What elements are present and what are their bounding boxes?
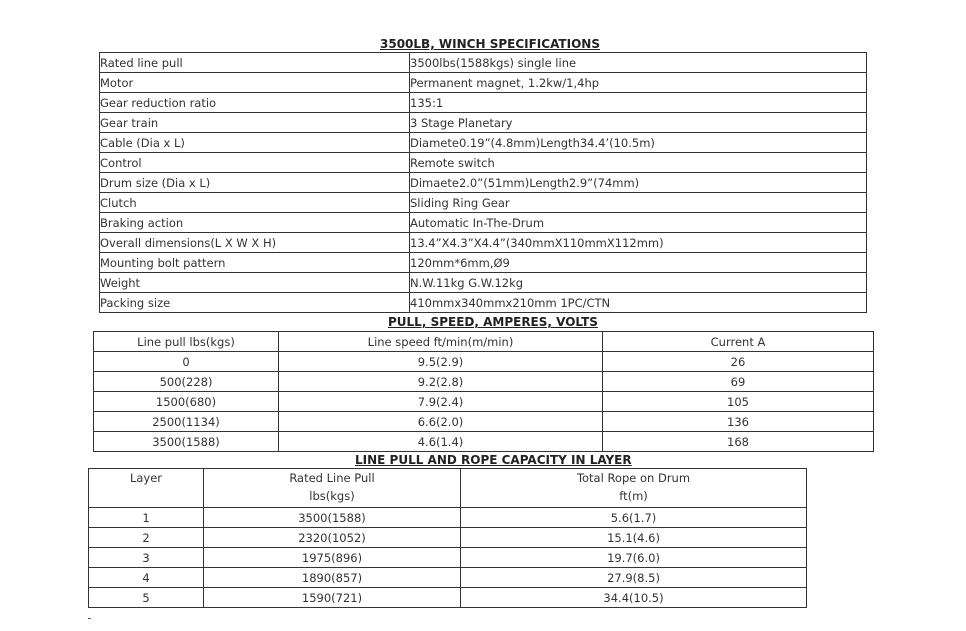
layer-row — [89, 528, 807, 548]
speed-cell-current: 136 — [603, 412, 874, 432]
spec-row — [100, 73, 867, 93]
spec-row — [100, 273, 867, 293]
spec-label: Gear train — [100, 113, 410, 133]
speed-row — [94, 372, 874, 392]
spec-value: Remote switch — [410, 153, 867, 173]
spec-value: Automatic In-The-Drum — [410, 213, 867, 233]
layer-header-pull-label: Rated Line Pull — [289, 471, 375, 485]
layer-cell-rope: 34.4(10.5) — [461, 588, 807, 608]
speed-header-current: Current A — [603, 332, 874, 352]
spec-value: 135:1 — [410, 93, 867, 113]
layer-row — [89, 588, 807, 608]
layer-header-pull — [204, 469, 461, 508]
speed-cell-current: 105 — [603, 392, 874, 412]
spec-row — [100, 133, 867, 153]
layer-cell-pull: 2320(1052) — [204, 528, 461, 548]
layer-row — [89, 568, 807, 588]
speed-cell-current: 168 — [603, 432, 874, 452]
layer-cell-rope: 15.1(4.6) — [461, 528, 807, 548]
speed-cell-pull: 0 — [94, 352, 279, 372]
spec-label: Rated line pull — [100, 53, 410, 73]
spec-value: 120mm*6mm,Ø9 — [410, 253, 867, 273]
spec-value: Permanent magnet, 1.2kw/1,4hp — [410, 73, 867, 93]
spec-label: Braking action — [100, 213, 410, 233]
speed-row — [94, 392, 874, 412]
layer-cell-pull: 3500(1588) — [204, 508, 461, 528]
layer-title: LINE PULL AND ROPE CAPACITY IN LAYER — [355, 453, 632, 467]
spec-label: Overall dimensions(L X W X H) — [100, 233, 410, 253]
speed-cell-current: 26 — [603, 352, 874, 372]
speed-cell-speed: 6.6(2.0) — [279, 412, 603, 432]
speed-cell-speed: 9.2(2.8) — [279, 372, 603, 392]
speed-header-speed: Line speed ft/min(m/min) — [279, 332, 603, 352]
speed-title: PULL, SPEED, AMPERES, VOLTS — [388, 315, 598, 329]
spec-row — [100, 293, 867, 313]
spec-value: 3500lbs(1588kgs) single line — [410, 53, 867, 73]
layer-cell-pull: 1975(896) — [204, 548, 461, 568]
layer-header-row — [89, 469, 807, 508]
layer-cell-rope: 27.9(8.5) — [461, 568, 807, 588]
spec-label: Mounting bolt pattern — [100, 253, 410, 273]
speed-row — [94, 412, 874, 432]
layer-row — [89, 508, 807, 528]
speed-cell-pull: 1500(680) — [94, 392, 279, 412]
spec-row — [100, 173, 867, 193]
spec-row — [100, 153, 867, 173]
spec-label: Packing size — [100, 293, 410, 313]
speed-header-pull: Line pull lbs(kgs) — [94, 332, 279, 352]
spec-value: 3 Stage Planetary — [410, 113, 867, 133]
speed-cell-current: 69 — [603, 372, 874, 392]
spec-row — [100, 213, 867, 233]
speed-cell-speed: 4.6(1.4) — [279, 432, 603, 452]
stray-mark — [88, 618, 91, 619]
spec-label: Weight — [100, 273, 410, 293]
spec-value: Sliding Ring Gear — [410, 193, 867, 213]
spec-label: Drum size (Dia x L) — [100, 173, 410, 193]
layer-cell-rope: 5.6(1.7) — [461, 508, 807, 528]
speed-cell-speed: 7.9(2.4) — [279, 392, 603, 412]
layer-cell-pull: 1590(721) — [204, 588, 461, 608]
speed-row — [94, 432, 874, 452]
spec-row — [100, 93, 867, 113]
spec-label: Gear reduction ratio — [100, 93, 410, 113]
spec-table — [99, 52, 867, 313]
spec-label: Clutch — [100, 193, 410, 213]
speed-header-row — [94, 332, 874, 352]
layer-cell-layer: 2 — [89, 528, 204, 548]
layer-cell-pull: 1890(857) — [204, 568, 461, 588]
spec-value: Dimaete2.0”(51mm)Length2.9”(74mm) — [410, 173, 867, 193]
layer-header-layer-label: Layer — [129, 471, 163, 485]
spec-row — [100, 253, 867, 273]
speed-row — [94, 352, 874, 372]
spec-value: N.W.11kg G.W.12kg — [410, 273, 867, 293]
layer-header-rope-label: Total Rope on Drum — [576, 471, 691, 485]
spec-value: 410mmx340mmx210mm 1PC/CTN — [410, 293, 867, 313]
layer-cell-layer: 3 — [89, 548, 204, 568]
layer-row — [89, 548, 807, 568]
layer-cell-layer: 4 — [89, 568, 204, 588]
layer-header-rope — [461, 469, 807, 508]
layer-header-pull-unit: lbs(kgs) — [309, 489, 355, 503]
speed-cell-speed: 9.5(2.9) — [279, 352, 603, 372]
spec-row — [100, 53, 867, 73]
spec-label: Motor — [100, 73, 410, 93]
speed-cell-pull: 500(228) — [94, 372, 279, 392]
speed-table — [93, 331, 874, 452]
layer-header-rope-unit: ft(m) — [619, 489, 648, 503]
spec-row — [100, 233, 867, 253]
spec-label: Cable (Dia x L) — [100, 133, 410, 153]
layer-cell-layer: 1 — [89, 508, 204, 528]
layer-header-layer — [89, 469, 204, 508]
spec-value: Diamete0.19”(4.8mm)Length34.4’(10.5m) — [410, 133, 867, 153]
spec-row — [100, 193, 867, 213]
spec-label: Control — [100, 153, 410, 173]
speed-cell-pull: 2500(1134) — [94, 412, 279, 432]
spec-value: 13.4”X4.3”X4.4”(340mmX110mmX112mm) — [410, 233, 867, 253]
spec-title: 3500LB, WINCH SPECIFICATIONS — [380, 37, 600, 51]
spec-row — [100, 113, 867, 133]
layer-table — [88, 468, 807, 608]
layer-cell-layer: 5 — [89, 588, 204, 608]
speed-cell-pull: 3500(1588) — [94, 432, 279, 452]
layer-cell-rope: 19.7(6.0) — [461, 548, 807, 568]
